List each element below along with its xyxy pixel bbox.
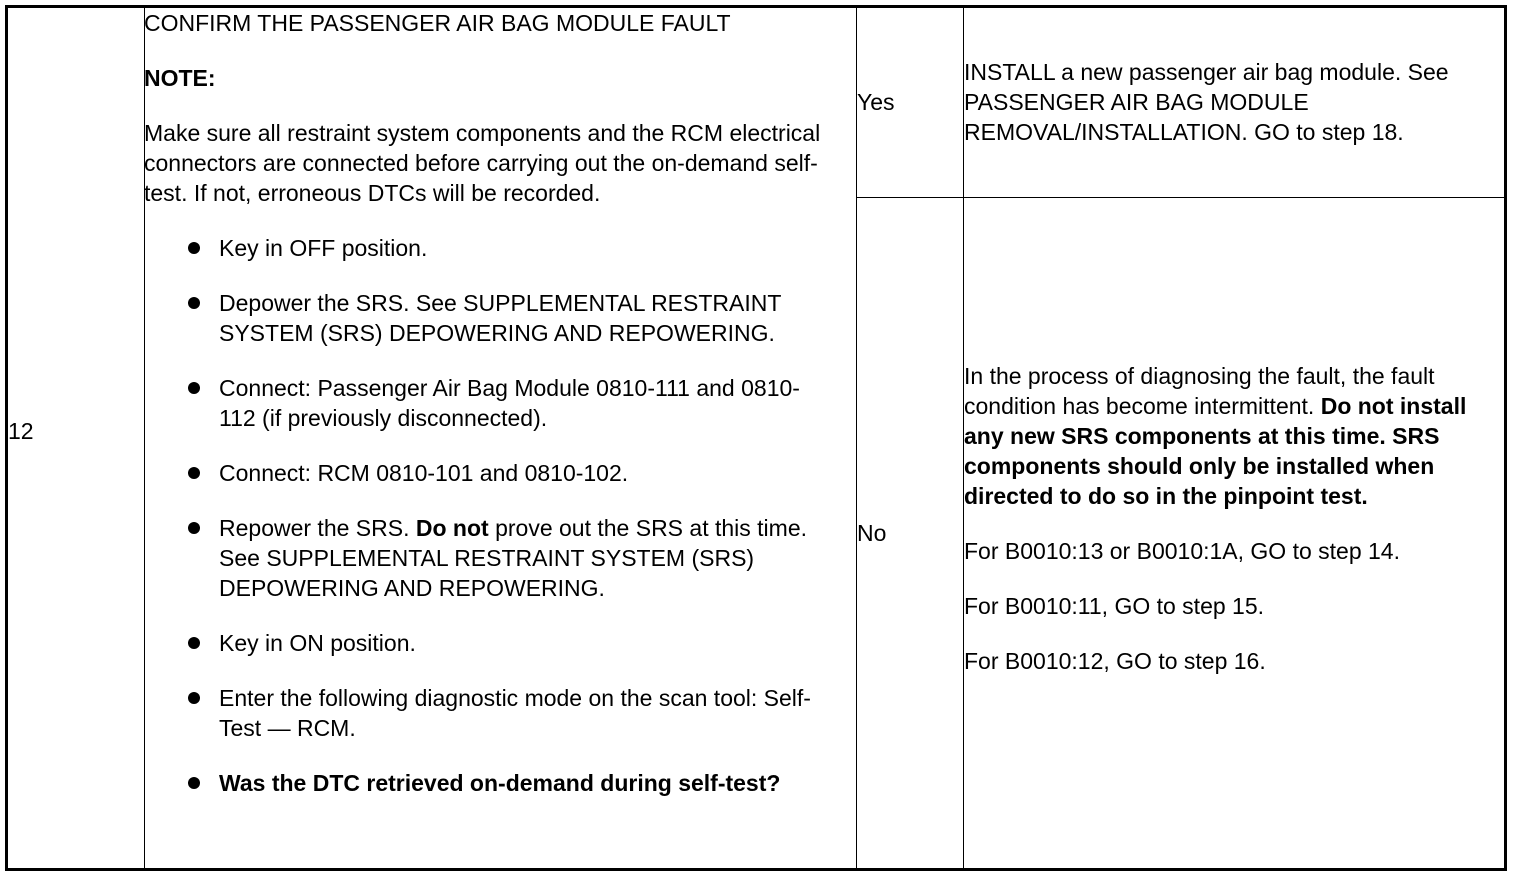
list-item-text-pre: Repower the SRS.: [219, 515, 416, 541]
action-no-paragraph: [964, 361, 1494, 511]
list-item-text: Enter the following diagnostic mode on the scan tool: Self-Test — RCM.: [219, 685, 811, 741]
action-no-text: In the process of diagnosing the fault, the fault condition has become intermittent.: [964, 363, 1435, 419]
column-divider: [856, 8, 857, 868]
list-item: [144, 628, 834, 658]
list-item-text: Depower the SRS. See SUPPLEMENTAL RESTRAINT SYSTEM (SRS) DEPOWERING AND REPOWERING.: [219, 290, 781, 346]
action-no-line: For B0010:12, GO to step 16.: [964, 648, 1266, 674]
test-step-cell: [144, 8, 834, 823]
list-item: [144, 288, 834, 348]
bullet-icon: [188, 382, 200, 394]
list-item: [144, 768, 834, 798]
list-item: [144, 513, 834, 603]
list-item-text: Key in ON position.: [219, 630, 416, 656]
bullet-icon: [188, 467, 200, 479]
list-item-text-bold: Do not: [415, 515, 489, 541]
list-item: [144, 373, 834, 433]
action-no-warning: Do not install any new SRS components at this time. SRS components should only be installed when directed to do so in the pinpoint test.: [964, 393, 1467, 509]
list-item-text: Key in OFF position.: [219, 235, 428, 261]
list-item-text: Connect: RCM 0810-101 and 0810-102.: [219, 460, 629, 486]
bullet-icon: [188, 297, 200, 309]
bullet-icon: [188, 637, 200, 649]
action-no-line: For B0010:13 or B0010:1A, GO to step 14.: [964, 538, 1400, 564]
list-item-text-post: prove out the SRS at this time. See SUPPLEMENTAL RESTRAINT SYSTEM (SRS) DEPOWERING AND REPOWERING.: [219, 515, 808, 601]
action-no-line: For B0010:11, GO to step 15.: [964, 593, 1265, 619]
bullet-icon: [188, 692, 200, 704]
question-text: Was the DTC retrieved on-demand during self-test?: [219, 770, 781, 796]
list-item-text: Connect: Passenger Air Bag Module 0810-111 and 0810-112 (if previously disconnected).: [219, 375, 800, 431]
answer-no: No: [857, 520, 887, 546]
note-text: Make sure all restraint system components and the RCM electrical connectors are connected before carrying out the on-demand self-test. If not, erroneous DTCs will be recorded.: [144, 120, 821, 206]
bullet-icon: [188, 777, 200, 789]
list-item: [144, 233, 834, 263]
note-label: NOTE:: [144, 65, 216, 91]
answer-yes: Yes: [857, 89, 895, 115]
action-yes: INSTALL a new passenger air bag module. See PASSENGER AIR BAG MODULE REMOVAL/INSTALLATION. GO to step 18.: [964, 59, 1449, 145]
row-divider: [856, 197, 1504, 198]
step-number: 12: [8, 418, 34, 444]
procedure-list: [144, 233, 834, 798]
action-no: [964, 361, 1494, 701]
list-item: [144, 458, 834, 488]
step-title: CONFIRM THE PASSENGER AIR BAG MODULE FAULT: [144, 10, 731, 36]
bullet-icon: [188, 522, 200, 534]
bullet-icon: [188, 242, 200, 254]
list-item: [144, 683, 834, 743]
